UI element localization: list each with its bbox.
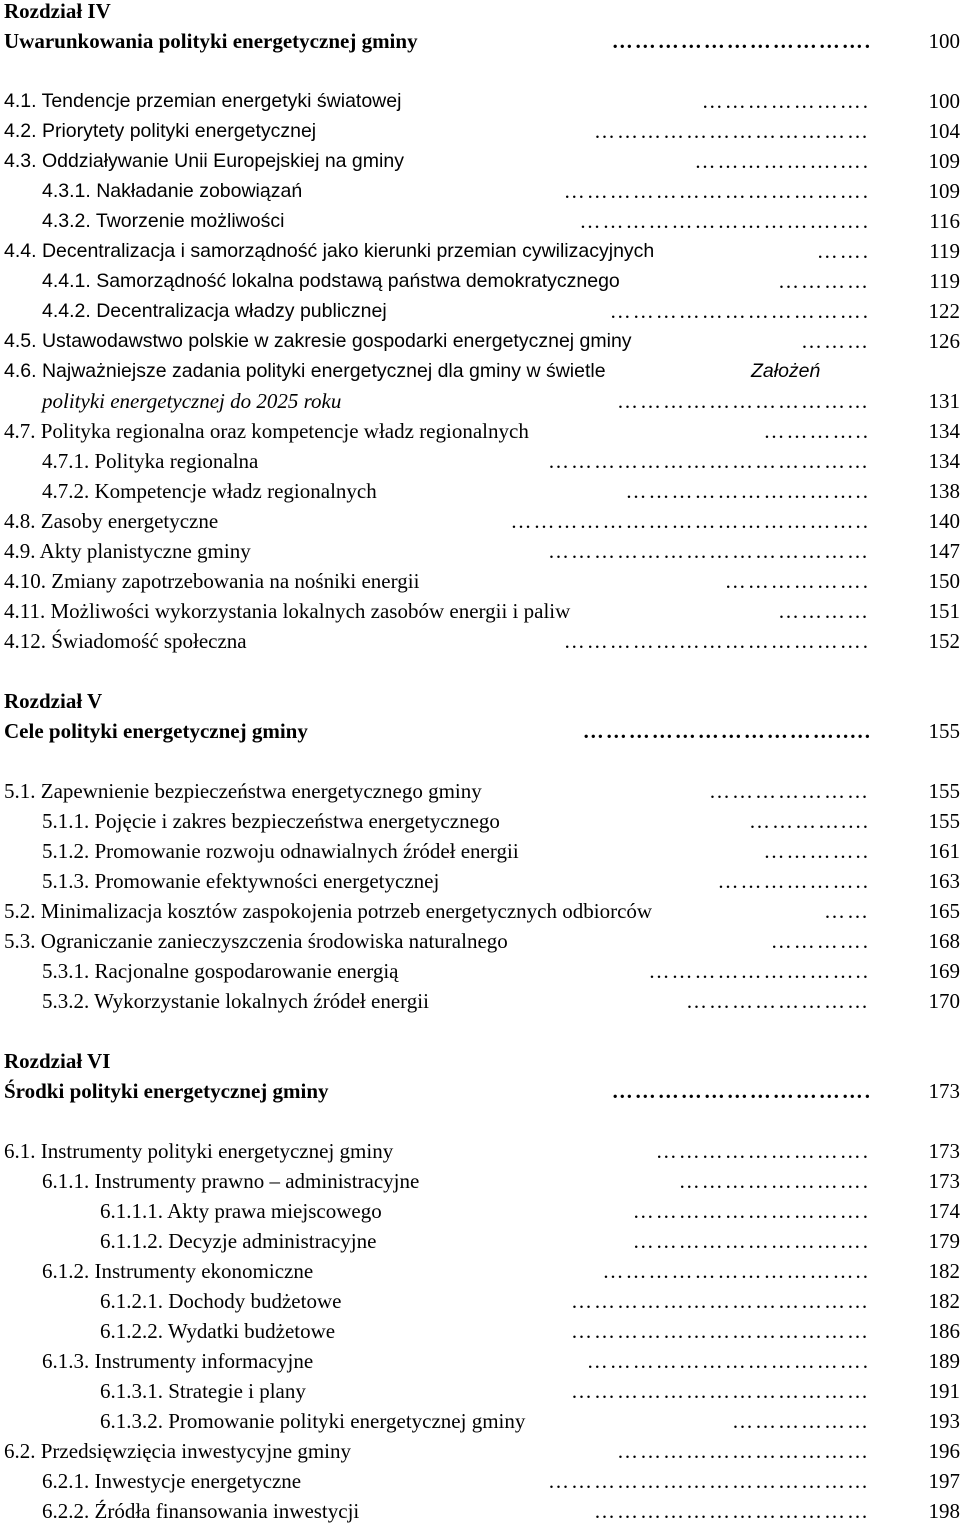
chapter-label: [0, 686, 960, 716]
page-number: 182: [928, 1259, 960, 1283]
entry-text: 4.11. Możliwości wykorzystania lokalnych zasobów energii i paliw: [4, 599, 571, 623]
entry-text: 5.3. Ograniczanie zanieczyszczenia środowiska naturalnego: [4, 929, 508, 953]
chapter-5-label: Rozdział V: [4, 689, 103, 713]
page-number: 147: [928, 539, 960, 563]
page-number: 140: [928, 509, 960, 533]
toc-entry[interactable]: [0, 536, 960, 566]
entry-text: 6.2.1. Inwestycje energetyczne: [42, 1469, 302, 1493]
entry-text: 4.6. Najważniejsze zadania polityki energetycznej dla gminy w świetle: [4, 360, 606, 382]
leader-dots: ………………………………: [594, 119, 870, 143]
entry-text: 4.4.2. Decentralizacja władzy publicznej: [42, 300, 387, 322]
toc-entry[interactable]: [0, 146, 960, 176]
page-number: 122: [928, 299, 960, 323]
page-number: 126: [928, 329, 960, 353]
page-number: 151: [928, 599, 960, 623]
toc-entry[interactable]: [0, 506, 960, 536]
leader-dots: …………..: [763, 839, 870, 863]
chapter-title-row: [0, 1076, 960, 1106]
page-number: 189: [928, 1349, 960, 1373]
entry-text: 4.10. Zmiany zapotrzebowania na nośniki energii: [4, 569, 420, 593]
page-number: 197: [928, 1469, 960, 1493]
page-number: 163: [928, 869, 960, 893]
toc-entry[interactable]: [0, 236, 960, 266]
toc-entry[interactable]: [0, 446, 960, 476]
chapter-4-label: Rozdział IV: [4, 0, 111, 23]
entry-text: 5.3.2. Wykorzystanie lokalnych źródeł energii: [42, 989, 429, 1013]
toc-entry[interactable]: [0, 176, 960, 206]
page-number: 193: [928, 1409, 960, 1433]
entry-text: 6.1.3.1. Strategie i plany: [100, 1379, 306, 1403]
toc-entry[interactable]: [0, 1436, 960, 1466]
page-number: 131: [928, 389, 960, 413]
toc-entry[interactable]: [0, 206, 960, 236]
leader-dots: ……………….: [724, 569, 870, 593]
page-number: 173: [928, 1139, 960, 1163]
page-number: 150: [928, 569, 960, 593]
toc-entry[interactable]: [0, 1196, 960, 1226]
entry-text: 5.1.3. Promowanie efektywności energetycznej: [42, 869, 440, 893]
leader-dots: ………………….: [701, 89, 870, 113]
page-number: 119: [929, 239, 960, 263]
toc-entry[interactable]: [0, 86, 960, 116]
page-number: 173: [928, 1169, 960, 1193]
leader-dots: …………………….: [678, 1169, 870, 1193]
toc-entry[interactable]: [0, 1226, 960, 1256]
page-number: 152: [928, 629, 960, 653]
entry-text: 6.1.1.2. Decyzje administracyjne: [100, 1229, 377, 1253]
leader-dots: …………………………..: [625, 479, 870, 503]
leader-dots: ……………………………….: [586, 1349, 870, 1373]
leader-dots: ………………..: [717, 869, 870, 893]
toc-entry[interactable]: [0, 1286, 960, 1316]
chapter-4-title: Uwarunkowania polityki energetycznej gminy: [4, 29, 418, 53]
toc-entry[interactable]: [0, 1346, 960, 1376]
page-number: 100: [928, 89, 960, 113]
page-number: 179: [928, 1229, 960, 1253]
leader-dots: ………: [801, 329, 870, 353]
page-number: 134: [928, 449, 960, 473]
entry-text: 5.2. Minimalizacja kosztów zaspokojenia potrzeb energetycznych odbiorców: [4, 899, 653, 923]
page-number: 119: [929, 269, 960, 293]
page-number: 155: [928, 809, 960, 833]
entry-text: 6.1.3.2. Promowanie polityki energetycznej gminy: [100, 1409, 526, 1433]
page-number: 191: [928, 1379, 960, 1403]
entry-text: 4.12. Świadomość społeczna: [4, 629, 247, 653]
leader-dots: ……………………………………: [548, 449, 870, 473]
entry-text: 6.1.3. Instrumenty informacyjne: [42, 1349, 314, 1373]
page-number: 109: [928, 149, 960, 173]
page-number: 174: [928, 1199, 960, 1223]
leader-dots: ……………………………: [617, 1439, 870, 1463]
leader-dots: …….: [816, 239, 870, 263]
page-number: 173: [928, 1079, 960, 1103]
leader-dots: ……………………….: [655, 1139, 870, 1163]
toc-entry[interactable]: [0, 416, 960, 446]
leader-dots: …………………: [709, 779, 870, 803]
leader-dots: ………………………………: [594, 1499, 870, 1523]
page-number: 109: [928, 179, 960, 203]
chapter-5-title: Cele polityki energetycznej gminy: [4, 719, 308, 743]
leader-dots: …………………………….….: [579, 209, 870, 233]
entry-text: 4.7.2. Kompetencje władz regionalnych: [42, 479, 377, 503]
entry-text: 4.4. Decentralizacja i samorządność jako kierunki przemian cywilizacyjnych: [4, 240, 655, 262]
toc-entry[interactable]: [0, 806, 960, 836]
entry-text: 4.9. Akty planistyczne gminy: [4, 539, 251, 563]
entry-text: 4.4.1. Samorządność lokalna podstawą państwa demokratycznego: [42, 270, 620, 292]
entry-text: 4.2. Priorytety polityki energetycznej: [4, 120, 317, 142]
page-number: 196: [928, 1439, 960, 1463]
chapter-6-title: Środki polityki energetycznej gminy: [4, 1079, 329, 1103]
page-number: 104: [928, 119, 960, 143]
entry-text: 6.1.2. Instrumenty ekonomiczne: [42, 1259, 314, 1283]
entry-text-italic: polityki energetycznej do 2025 roku: [42, 389, 342, 413]
toc-entry[interactable]: [0, 1466, 960, 1496]
toc-entry[interactable]: [0, 116, 960, 146]
chapter-6-label: Rozdział VI: [4, 1049, 111, 1073]
page-number: 138: [928, 479, 960, 503]
toc-entry[interactable]: [0, 1136, 960, 1166]
entry-text: 6.1.2.1. Dochody budżetowe: [100, 1289, 342, 1313]
toc-entry[interactable]: [0, 1496, 960, 1526]
page-number: 165: [928, 899, 960, 923]
leader-dots: …………………………………: [571, 1379, 870, 1403]
entry-text: 4.1. Tendencje przemian energetyki światowej: [4, 90, 402, 112]
leader-dots: …………………………….: [611, 29, 872, 53]
page-number: 100: [928, 29, 960, 53]
leader-dots: ………….: [770, 929, 870, 953]
leader-dots: ……………………………………: [548, 1469, 870, 1493]
leader-dots: …………..: [763, 419, 870, 443]
entry-text: 5.1.2. Promowanie rozwoju odnawialnych źródeł energii: [42, 839, 519, 863]
leader-dots: ………………………..: [648, 959, 870, 983]
toc-entry[interactable]: [0, 866, 960, 896]
leader-dots: ………………………………….: [563, 629, 870, 653]
leader-dots: ……………………………………: [548, 539, 870, 563]
entry-text: 6.1.2.2. Wydatki budżetowe: [100, 1319, 336, 1343]
toc-entry[interactable]: [0, 326, 960, 356]
page-number: 198: [928, 1499, 960, 1523]
entry-text: 4.7.1. Polityka regionalna: [42, 449, 259, 473]
page-number: 169: [928, 959, 960, 983]
toc-entry[interactable]: [0, 836, 960, 866]
leader-dots: ………………………….: [632, 1199, 870, 1223]
toc-entry[interactable]: [0, 956, 960, 986]
page-number: 161: [928, 839, 960, 863]
page-number: 168: [928, 929, 960, 953]
leader-dots: …………………………….: [611, 1079, 872, 1103]
toc-entry[interactable]: [0, 1376, 960, 1406]
entry-text: 6.1.1. Instrumenty prawno – administracyjne: [42, 1169, 420, 1193]
toc-entry[interactable]: [0, 296, 960, 326]
leader-dots: ………………………………………..: [510, 509, 870, 533]
entry-text: 6.2. Przedsięwzięcia inwestycyjne gminy: [4, 1439, 351, 1463]
entry-text: 4.3.2. Tworzenie możliwości: [42, 210, 285, 232]
toc-entry[interactable]: [0, 476, 960, 506]
entry-text: 4.5. Ustawodawstwo polskie w zakresie gospodarki energetycznej gminy: [4, 330, 632, 352]
entry-text: 6.2.2. Źródła finansowania inwestycji: [42, 1499, 360, 1523]
toc-entry[interactable]: [0, 626, 960, 656]
leader-dots: …………: [778, 599, 870, 623]
leader-dots: …………………………………: [571, 1289, 870, 1313]
leader-dots: ………………………….: [632, 1229, 870, 1253]
leader-dots: ……………………………..: [602, 1259, 870, 1283]
leader-dots: …………………………….....: [582, 719, 872, 743]
leader-dots: …………....: [749, 809, 870, 833]
toc-entry[interactable]: [0, 1256, 960, 1286]
entry-text: 5.1. Zapewnienie bezpieczeństwa energetycznego gminy: [4, 779, 482, 803]
page-number: 155: [928, 719, 960, 743]
toc-entry[interactable]: [0, 356, 960, 386]
leader-dots: ………………………………….: [563, 179, 870, 203]
toc-entry[interactable]: [0, 566, 960, 596]
toc-entry[interactable]: [0, 986, 960, 1016]
leader-dots: ……: [824, 899, 870, 923]
leader-dots: ………………: [732, 1409, 870, 1433]
toc-entry[interactable]: [0, 1406, 960, 1436]
entry-text: 6.1. Instrumenty polityki energetycznej gminy: [4, 1139, 394, 1163]
toc-entry[interactable]: [0, 386, 960, 416]
leader-dots: ……………………………: [617, 389, 870, 413]
chapter-title-row: [0, 26, 960, 56]
leader-dots: ……………………: [686, 989, 870, 1013]
toc-entry[interactable]: [0, 596, 960, 626]
chapter-label: [0, 0, 960, 26]
page-number: 186: [928, 1319, 960, 1343]
page-number: 170: [928, 989, 960, 1013]
leader-dots: …………………………….: [609, 299, 870, 323]
chapter-label: [0, 1046, 960, 1076]
toc-entry[interactable]: [0, 266, 960, 296]
entry-text: 5.1.1. Pojęcie i zakres bezpieczeństwa energetycznego: [42, 809, 500, 833]
leader-dots: …………………………………: [571, 1319, 870, 1343]
page-number: 182: [928, 1289, 960, 1313]
page-number: 155: [928, 779, 960, 803]
chapter-title-row: [0, 716, 960, 746]
entry-text: 4.3.1. Nakładanie zobowiązań: [42, 180, 303, 202]
entry-text: 6.1.1.1. Akty prawa miejscowego: [100, 1199, 382, 1223]
leader-dots: …………: [778, 269, 870, 293]
entry-text: 4.8. Zasoby energetyczne: [4, 509, 219, 533]
entry-text-italic: Założeń: [751, 360, 821, 382]
toc-entry[interactable]: [0, 776, 960, 806]
toc-entry[interactable]: [0, 1166, 960, 1196]
toc-entry[interactable]: [0, 1316, 960, 1346]
toc-entry[interactable]: [0, 926, 960, 956]
entry-text: 4.7. Polityka regionalna oraz kompetencje władz regionalnych: [4, 419, 529, 443]
leader-dots: ……………….….: [694, 149, 870, 173]
toc-entry[interactable]: [0, 896, 960, 926]
page-number: 134: [928, 419, 960, 443]
page-number: 116: [929, 209, 960, 233]
entry-text: 4.3. Oddziaływanie Unii Europejskiej na gminy: [4, 150, 404, 172]
entry-text: 5.3.1. Racjonalne gospodarowanie energią: [42, 959, 399, 983]
